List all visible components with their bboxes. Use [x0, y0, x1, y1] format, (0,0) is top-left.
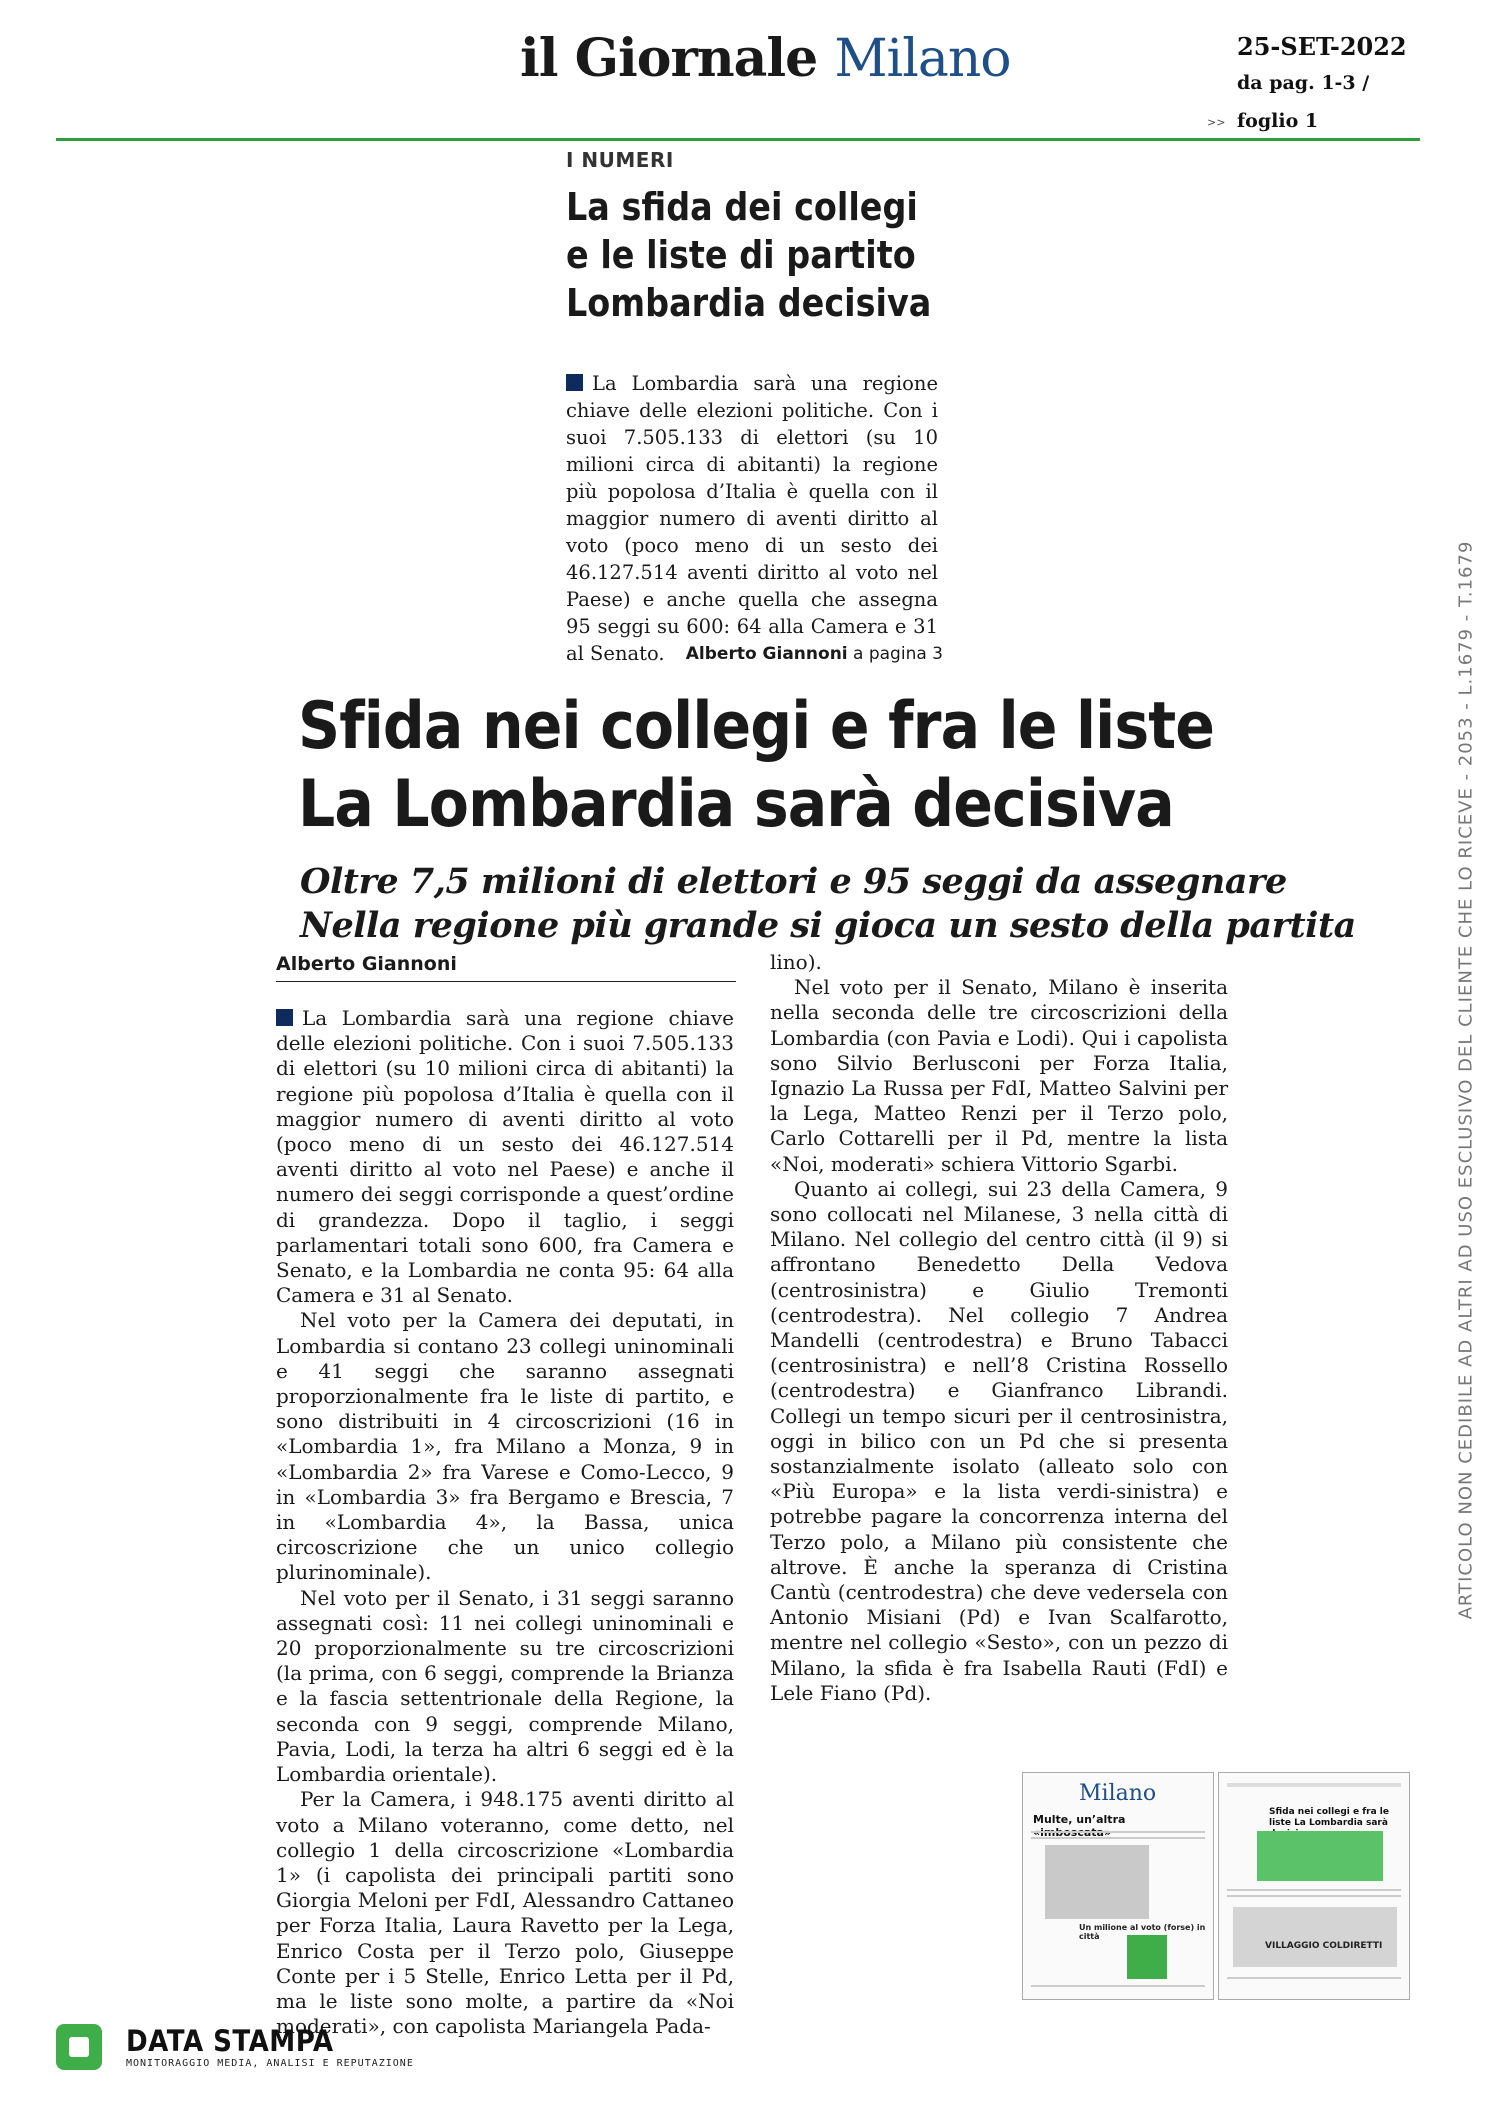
thumbnail-text-line: [1031, 1837, 1205, 1839]
thumbnail-header-bar: [1227, 1783, 1401, 1787]
masthead-edition: Milano: [834, 29, 1011, 89]
teaser-author: Alberto Giannoni: [685, 644, 848, 664]
sheet-number: foglio 1: [1237, 110, 1319, 132]
article-subhead: [300, 860, 1356, 948]
thumbnail-text-line: [1227, 1889, 1401, 1891]
thumbnail-text-line: [1031, 1985, 1205, 1987]
article-headline: [298, 688, 1215, 844]
article-column-1: [276, 1006, 734, 2039]
publication-date: 25-SET-2022: [1237, 32, 1407, 61]
headline-line-2: La Lombardia sarà decisiva: [298, 767, 1174, 842]
teaser-credit: [673, 644, 943, 664]
paragraph: Nel voto per il Senato, Milano è inserita nella seconda delle tre circoscrizioni della Lombardia (con Pavia e Lodi). Qui i capolista sono Silvio Berlusconi per Forza Italia, Ignazio La Russa per FdI, Matteo Salvini per la Lega, Matteo Renzi per il Terzo polo, Carlo Cottarelli per il Pd, mentre la lista «Noi, moderati» schiera Vittorio Sgarbi.: [770, 975, 1228, 1176]
thumbnail-ad-text: VILLAGGIO COLDIRETTI: [1265, 1941, 1383, 1951]
thumbnail-green-box: [1127, 1935, 1167, 1979]
masthead-brand: il Giornale: [520, 28, 818, 89]
page-thumbnail-3[interactable]: [1218, 1772, 1410, 2000]
teaser-body: [566, 370, 938, 667]
subhead-line-2: Nella regione più grande si gioca un sesto della partita: [300, 905, 1356, 946]
paragraph: lino).: [770, 950, 822, 974]
square-bullet-icon: [566, 374, 583, 391]
teaser-title: La sfida dei collegi e le liste di partito Lombardia decisiva: [566, 185, 932, 325]
page-thumbnail-1[interactable]: [1022, 1772, 1214, 2000]
teaser-body-text: La Lombardia sarà una regione chiave delle elezioni politiche. Con i suoi 7.505.133 di elettori (su 10 milioni circa di abitanti) la regione più popolosa d’Italia è quella con il maggior numero di aventi diritto al voto (poco meno di un sesto dei 46.127.514 aventi diritto al voto nel Paese) e anche quella che assegna 95 seggi su 600: 64 alla Camera e 31 al Senato.: [566, 372, 938, 665]
paragraph: Quanto ai collegi, sui 23 della Camera, 9 sono collocati nel Milanese, 3 nella città di Milano. Nel collegio del centro città (il 9) si affrontano Benedetto Della Vedova (centrosinistra) e Giulio Tremonti (centrodestra). Nel collegio 7 Andrea Mandelli (centrodestra) e Bruno Tabacci (centrosinistra) e nell’8 Cristina Rossello (centrodestra) e Gianfranco Librandi. Collegi un tempo sicuri per il centrosinistra, oggi in bilico con un Pd che si presenta sostanzialmente isolato (alleato solo con «Più Europa» e la lista verdi-sinistra) e potrebbe pagare la concorrenza interna del Terzo polo, a Milano più consistente che altrove. È anche la speranza di Cristina Cantù (centrodestra) che deve vedersela con Antonio Misiani (Pd) e Ivan Scalfarotto, mentre nel collegio «Sesto», con un pezzo di Milano, la sfida è fra Isabella Rauti (FdI) e Lele Fiano (Pd).: [770, 1176, 1228, 1705]
thumbnail-ad-block: [1233, 1907, 1397, 1967]
article-column-2: [770, 950, 1228, 1706]
thumbnail-headline: Multe, un’altra: [1033, 1813, 1126, 1826]
byline-rule: [276, 981, 736, 982]
data-stamp-logo-icon: [56, 2024, 102, 2070]
article-byline: Alberto Giannoni: [276, 953, 457, 975]
footer-tagline: MONITORAGGIO MEDIA, ANALISI E REPUTAZIONE: [126, 2058, 414, 2069]
usage-notice: ARTICOLO NON CEDIBILE AD ALTRI AD USO ESCLUSIVO DEL CLIENTE CHE LO RICEVE - 2053 - L.1679 - T.1679: [1455, 540, 1477, 1620]
subhead-line-1: Oltre 7,5 milioni di elettori e 95 seggi da assegnare: [300, 861, 1287, 902]
thumbnail-text-line: [1031, 1831, 1205, 1833]
headline-line-1: Sfida nei collegi e fra le liste: [298, 689, 1215, 764]
paragraph: Per la Camera, i 948.175 aventi diritto al voto a Milano voteranno, come detto, nel collegio 1 della circoscrizione «Lombardia 1» (i capolista dei principali partiti sono Giorgia Meloni per FdI, Alessandro Cattaneo per Forza Italia, Laura Ravetto per la Lega, Enrico Costa per il Terzo polo, Giuseppe Conte per i 5 Stelle, Enrico Letta per il Pd, ma le liste sono molte, a partire da «Noi moderati», con capolista Mariangela Pada-: [276, 1787, 734, 2039]
thumbnail-masthead: Milano: [1079, 1781, 1157, 1806]
paragraph: Nel voto per la Camera dei deputati, in Lombardia si contano 23 collegi uninominali e 41 seggi che saranno assegnati proporzionalmente fra le liste di partito, e sono distribuiti in 4 circoscrizioni (16 in «Lombardia 1», fra Milano a Monza, 9 in «Lombardia 2» fra Varese e Como-Lecco, 9 in «Lombardia 3» fra Bergamo e Brescia, 7 in «Lombardia 4», la Bassa, unica circoscrizione che un unico collegio plurinominale).: [276, 1308, 734, 1585]
header-divider: [56, 138, 1420, 141]
thumbnail-green-box: [1257, 1831, 1383, 1881]
paragraph-text: La Lombardia sarà una regione chiave delle elezioni politiche. Con i suoi 7.505.133 di elettori (su 10 milioni circa di abitanti) la regione più popolosa d’Italia è quella con il maggior numero di aventi diritto al voto (poco meno di un sesto dei 46.127.514 aventi diritto al voto nel Paese) e anche il numero dei seggi corrisponde a quest’ordine di grandezza. Dopo il taglio, i seggi parlamentari totali sono 600, fra Camera e Senato, e la Lombardia ne conta 95: 64 alla Camera e 31 al Senato.: [276, 1006, 734, 1308]
paragraph: Nel voto per il Senato, i 31 seggi saranno assegnati così: 11 nei collegi uninominali e 20 proporzionalmente su tre circoscrizioni (la prima, con 6 seggi, comprende la Brianza e la fascia settentrionale della Regione, la seconda con 9 seggi, comprende Milano, Pavia, Lodi, la terza ha altri 6 seggi ed è la Lombardia orientale).: [276, 1585, 734, 1787]
square-bullet-icon: [276, 1009, 293, 1026]
teaser-kicker: I NUMERI: [566, 148, 674, 172]
footer-brand: DATA STAMPA: [126, 2024, 334, 2058]
page-reference: da pag. 1-3 /: [1237, 72, 1370, 94]
sheet-marker: >>: [1207, 116, 1226, 129]
thumbnail-teaser: Un milione al voto (forse) in città: [1079, 1923, 1206, 1941]
thumbnail-photo: [1045, 1845, 1149, 1919]
teaser-page-ref: a pagina 3: [853, 644, 943, 664]
thumbnail-text-line: [1227, 1977, 1401, 1979]
thumbnail-headline: Sfida nei collegi e fra le liste La Lombardia sarà: [1269, 1807, 1389, 1828]
paragraph: [276, 1006, 734, 1308]
newspaper-masthead: [520, 28, 1020, 89]
thumbnail-text-line: [1227, 1895, 1401, 1897]
